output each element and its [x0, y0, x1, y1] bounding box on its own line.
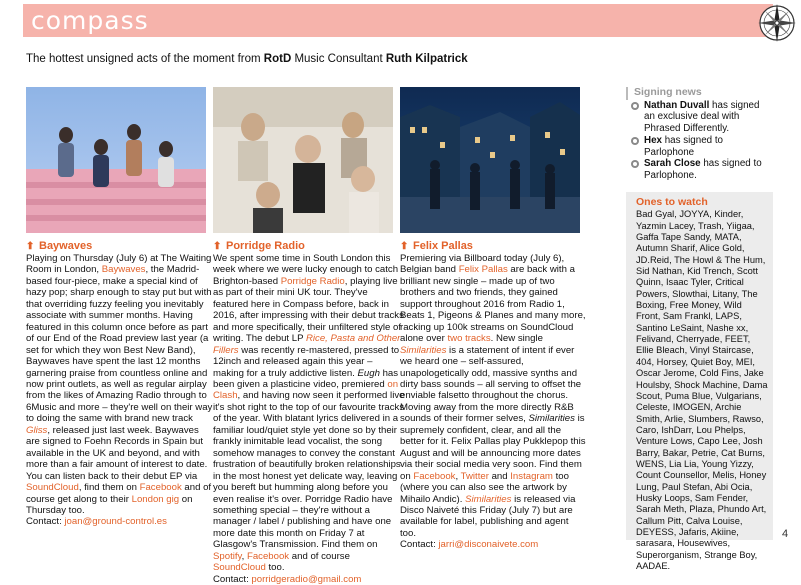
- contact-email-link[interactable]: joan@ground-control.es: [64, 516, 167, 528]
- ones-to-watch-box: [626, 192, 773, 571]
- section-banner: [23, 4, 773, 37]
- signing-item: Nathan Duvall has signed an exclusive deal with Phrased Differently.: [626, 100, 773, 135]
- article-title: ⬆ Felix Pallas: [400, 240, 473, 252]
- article-baywaves: [26, 240, 214, 528]
- article-title: ⬆ Baywaves: [26, 240, 93, 252]
- signing-item: Hex has signed to Parlophone: [626, 135, 773, 158]
- arrow-up-icon: ⬆: [213, 241, 222, 252]
- page-number: 4: [782, 528, 789, 540]
- article-title: ⬆ Porridge Radio: [213, 240, 305, 252]
- arrow-up-icon: ⬆: [400, 241, 409, 252]
- article-felix-pallas: [400, 240, 586, 551]
- porridge-radio-photo: [213, 87, 393, 233]
- signing-item: Sarah Close has signed to Parlophone.: [626, 158, 773, 181]
- article-contact: Contact: jarri@disconaivete.com: [400, 539, 539, 551]
- article-body: Premiering via Billboard today (July 6), Belgian band Felix Pallas are back with a brilliant new single – made up of two brothers and two friends, they gained support throughout 2016 from Radio 1, Beats 1, Pigeons & Planes and many more, racking up 100k streams on SoundCloud alone over two tracks. New single Similarities is a statement of intent if ever we heard one – self-assured, unapologetically odd, massive synths and dirty bass sounds – all serving to offset the enviable falsetto throughout the chorus. Moving away from the more directly R&B sounds of their former selves, Similarities is supremely confident, clear, and all the better for it. Felix Pallas play Pukklepop this August and will be announcing more dates via their social media very soon. Find them on Facebook, Twitter and Instagram too (where you can also see the artwork by Mihailo Andic). Similarities is released via Disco Naiveté this Friday (July 7) but are available for label, publishing and agent too.: [400, 253, 586, 539]
- felix-pallas-photo: [400, 87, 580, 233]
- ones-to-watch-heading: Ones to watch: [636, 196, 708, 208]
- contact-email-link[interactable]: jarri@disconaivete.com: [438, 539, 539, 551]
- target-bullet-icon: [631, 102, 639, 110]
- contact-email-link[interactable]: porridgeradio@gmail.com: [251, 573, 362, 585]
- article-contact: Contact: porridgeradio@gmail.com: [213, 573, 362, 585]
- article-porridge-radio: [213, 240, 405, 585]
- compass-rose-icon: [754, 0, 800, 46]
- ones-to-watch-list: Bad Gyal, JOYYA, Kinder, Yazmin Lacey, Trash, Yiigaa, Gaffa Tape Sandy, MATA, Autumn Sharif, Alice Gold, JD.Reid, The Howl & The Hum, Sid Nathan, Kid Trench, Scott Quinn, Isaac Tyler, Critical Powers, Slowthai, Litany, The Boxing, Free Money, Wild Front, Sam Frankl, LAPS, Santino LeSaint, Nashe xx, Felivand, Cherryade, FEET, Ellie Bleach, Vinyl Staircase, 404, Horsey, Quiet Boy, MEI, Oscar Jerome, Cold Fins, Jake Houlsby, Shock Machine, Dama Scout, Puma Blue, Vulgarians, Celeste, IMOGEN, Archie Smith, Arlie, Slumbers, Rawso, Caro, IshDarr, Lou Phelps, Venture Lows, Capo Lee, Josh Barry, Bakar, Petrie, Cat Burns, WENS, Lia Lia, Young Yizzy, Count Counsellor, Melis, Honey Lung, Paul Stefan, Abi Ocia, Husky Loops, Sam Fender, Sarah Meth, Plaza, Phundo Art, Callum Pitt, Calva Louise, DEYESS, Jafaris, Akiine, sarasara, Housewives, Superorganism, Strange Boy, AADAE.: [636, 209, 768, 571]
- page-subtitle: The hottest unsigned acts of the moment from RotD Music Consultant Ruth Kilpatrick: [26, 53, 468, 65]
- baywaves-photo: [26, 87, 206, 233]
- article-contact: Contact: joan@ground-control.es: [26, 516, 167, 528]
- arrow-up-icon: ⬆: [26, 241, 35, 252]
- article-body: We spent some time in South London this week where we were lucky enough to catch Brighton-based Porridge Radio, playing live as part of their mini UK tour. They've featured here in Compass before, back in 2016, after impressing with their debut tracks and more specifically, their unfiltered style of writing. The debut LP Rice, Pasta and Other Fillers was recently re-mastered, pressed to 12inch and released again this year – making for a truly addictive listen. Eugh has been given a plasticine video, premiered on Clash, and having now seen it performed live it's shot right to the top of our favourite tracks of the year. With blatant lyrics delivered in a familiar loud/quiet style yet done so by their frankly inimitable lead vocalist, the song somehow manages to convey the constant frustration of beautifully broken relationships in the most honest yet delicate way, leaving you bereft but humming along before you even realise it's over. Porridge Radio have something special – they're without a manager / label / publishing and have one more date this month on Friday 7 at Glasgow's Transmission. Find them on Spotify, Facebook and of course SoundCloud too.: [213, 253, 405, 574]
- target-bullet-icon: [631, 160, 639, 168]
- banner-title: compass: [31, 6, 149, 35]
- signing-news-heading: Signing news: [626, 87, 773, 100]
- article-body: Playing on Thursday (July 6) at The Waiting Room in London, Baywaves, the Madrid-based four-piece, make a special kind of hazy pop; sharp enough to stay put but with that overriding fuzzy feeling you inevitably associate with summer months. Having featured in this column once before as part of our End of the Road preview last year (a set for which they won Best New Band), Baywaves have spent the last 12 months garnering praise from countless online and now print outlets, as well as regular airplay from the likes of Amazing Radio through to 6Music and more – they're well on their way to doing the same with brand new track Gliss, released just last week. Baywaves are signed to Foehn Records in Spain but available in the UK and beyond, and with more than a fair amount of interest to date. You can listen back to their debut EP via SoundCloud, find them on Facebook and of course get along to their London gig on Thursday too.: [26, 253, 213, 516]
- target-bullet-icon: [631, 137, 639, 145]
- signing-news-box: [626, 87, 773, 187]
